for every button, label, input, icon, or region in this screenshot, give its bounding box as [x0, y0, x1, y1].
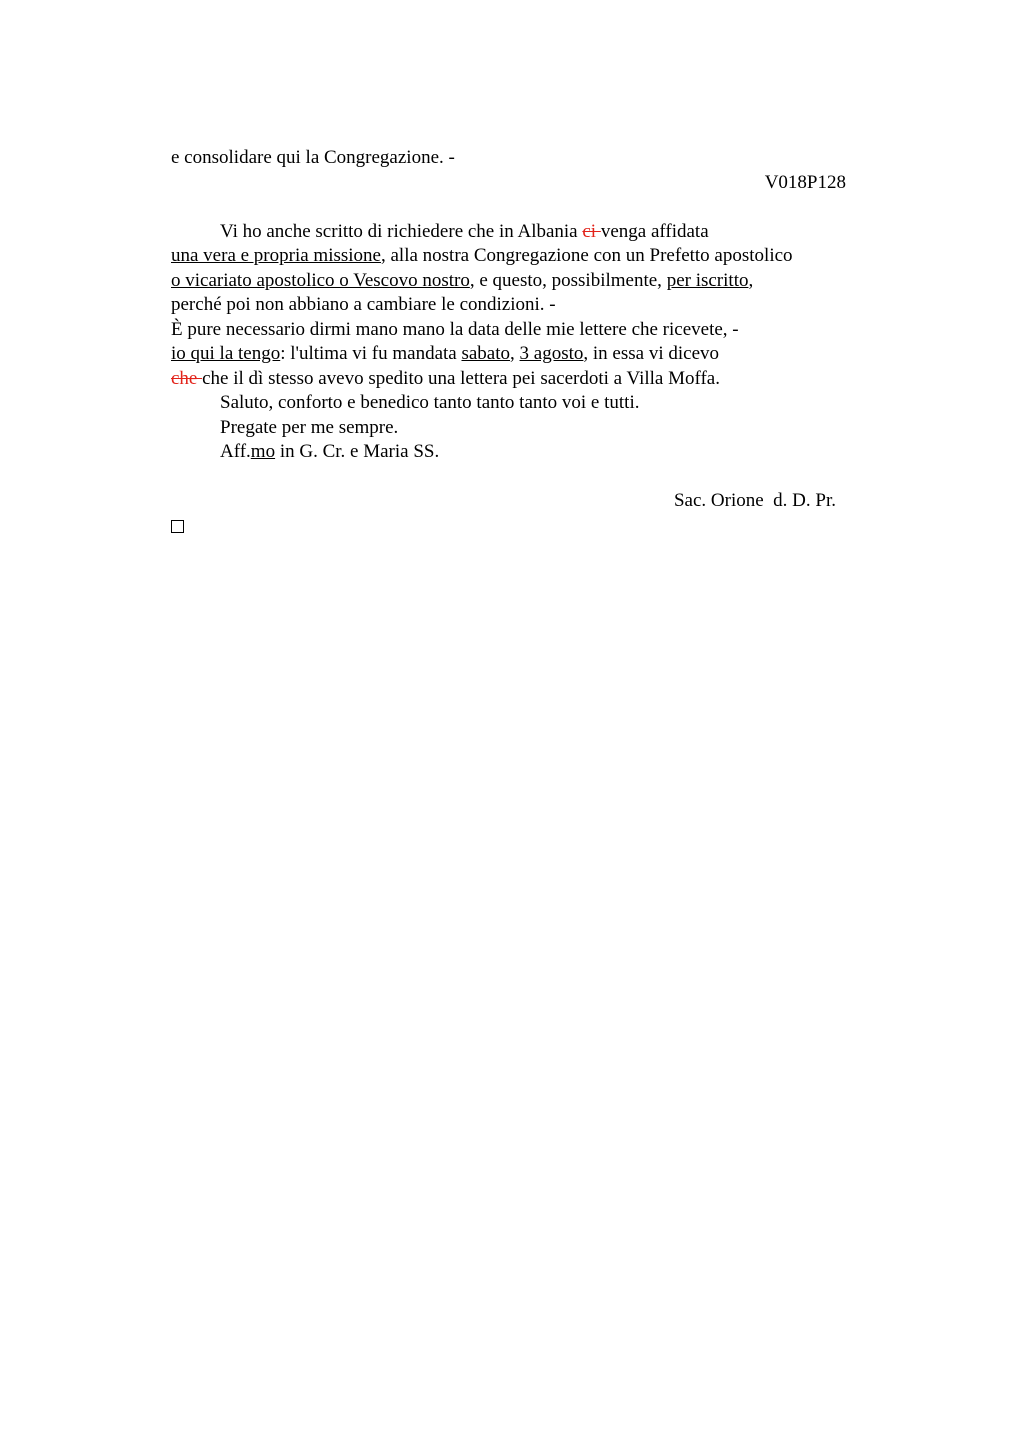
closing-line — [171, 440, 846, 465]
line-text: e consolidare qui la Congregazione. - — [171, 147, 455, 168]
line-text: Saluto, conforto e benedico tanto tanto tanto voi e tutti. — [220, 392, 640, 413]
line-text: , in essa vi dicevo — [583, 343, 719, 364]
text-line — [171, 269, 846, 294]
text-line — [171, 391, 846, 416]
text-line — [171, 367, 846, 392]
line-text: : l'ultima vi fu mandata — [280, 343, 462, 364]
text-line — [171, 220, 846, 245]
underlined-text: sabato — [461, 343, 511, 364]
empty-square-icon — [171, 520, 184, 533]
signature-text: Sac. Orione d. D. Pr. — [673, 490, 836, 511]
page-reference-text: V018P128 — [764, 171, 846, 193]
text-line — [171, 146, 846, 171]
paragraph-gap — [171, 195, 846, 220]
line-text: Vi ho anche scritto di richiedere che in Albania — [220, 220, 583, 242]
page-reference — [171, 171, 846, 196]
deleted-text: che — [171, 367, 203, 389]
underlined-text: per iscritto — [666, 269, 749, 291]
line-text: , alla nostra Congregazione con un Prefetto apostolico — [380, 245, 793, 266]
underlined-text: o vicariato apostolico o Vescovo nostro — [171, 269, 470, 291]
underlined-text: 3 agosto — [519, 343, 584, 364]
text-line — [171, 293, 846, 318]
text-line — [171, 416, 846, 441]
signature — [171, 489, 846, 514]
paragraph-gap — [171, 465, 846, 490]
line-text: perché poi non abbiano a cambiare le condizioni. - — [171, 294, 556, 315]
line-text: Aff. — [220, 441, 251, 462]
line-text: , — [748, 269, 754, 291]
line-text: , e questo, possibilmente, — [469, 269, 667, 291]
line-text: , — [510, 343, 520, 364]
letter-body — [171, 146, 846, 538]
end-marker-line — [171, 514, 846, 539]
line-text: venga affidata — [600, 220, 709, 242]
line-text: che il dì stesso avevo spedito una lettera pei sacerdoti a Villa Moffa. — [202, 367, 720, 389]
text-line — [171, 342, 846, 367]
underlined-text: io qui la tengo — [171, 343, 281, 364]
line-text: È pure necessario dirmi mano mano la data delle mie lettere che ricevete, - — [171, 318, 739, 340]
deleted-text: ci — [582, 220, 601, 242]
text-line — [171, 244, 846, 269]
text-line — [171, 318, 846, 343]
line-text: Pregate per me sempre. — [220, 416, 399, 438]
underlined-text: una vera e propria missione — [171, 245, 381, 266]
line-text: in G. Cr. e Maria SS. — [275, 441, 440, 462]
underlined-text: mo — [250, 441, 276, 462]
